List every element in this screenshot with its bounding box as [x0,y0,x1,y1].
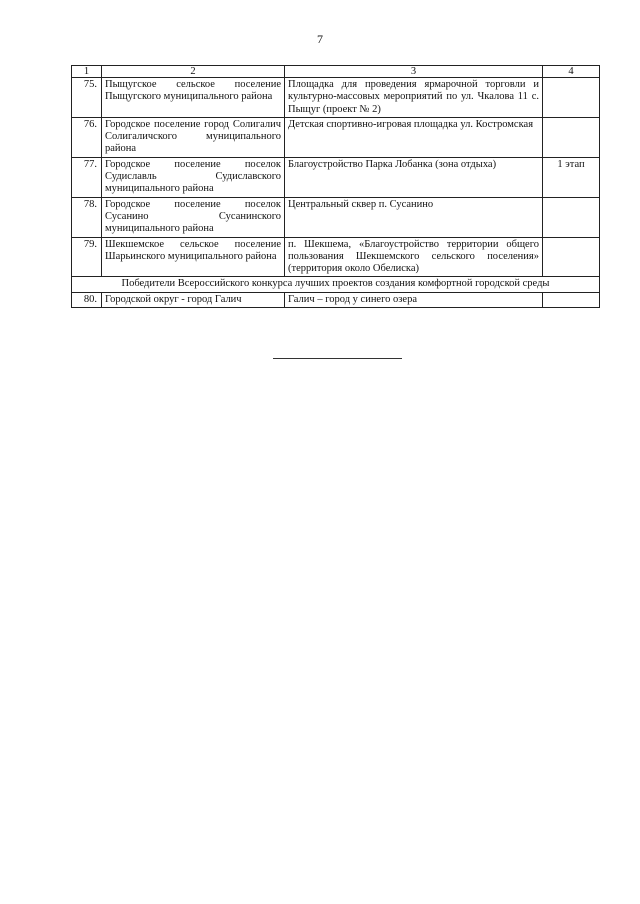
row-number: 80. [72,292,102,307]
municipality-cell: Городское поселение город Солигалич Солигаличского муниципального района [102,117,285,157]
section-heading-row [72,277,600,292]
municipality-cell: Городское поселение поселок Сусанино Сусанинского муниципального района [102,197,285,237]
projects-table [71,65,600,308]
row-number: 75. [72,78,102,118]
column-header: 3 [285,66,543,78]
table-header-row [72,66,600,78]
column-header: 1 [72,66,102,78]
stage-cell [543,292,600,307]
table-row [72,197,600,237]
stage-cell: 1 этап [543,157,600,197]
municipality-cell: Городское поселение поселок Судиславль Судиславского муниципального района [102,157,285,197]
table-row [72,292,600,307]
table-row [72,237,600,277]
stage-cell [543,78,600,118]
table-row [72,78,600,118]
section-heading: Победители Всероссийского конкурса лучших проектов создания комфортной городской среды [72,277,600,292]
row-number: 79. [72,237,102,277]
municipality-cell: Городской округ - город Галич [102,292,285,307]
project-cell: Площадка для проведения ярмарочной торговли и культурно-массовых мероприятий по ул. Чкалова 11 с. Пыщуг (проект № 2) [285,78,543,118]
municipality-cell: Шекшемское сельское поселение Шарьинского муниципального района [102,237,285,277]
table-row [72,117,600,157]
stage-cell [543,197,600,237]
stage-cell [543,117,600,157]
stage-cell [543,237,600,277]
municipality-cell: Пыщугское сельское поселение Пыщугского муниципального района [102,78,285,118]
table-row [72,157,600,197]
page-number: 7 [317,32,323,46]
row-number: 76. [72,117,102,157]
end-of-document-rule [273,358,402,359]
row-number: 78. [72,197,102,237]
row-number: 77. [72,157,102,197]
project-cell: Галич – город у синего озера [285,292,543,307]
project-cell: п. Шекшема, «Благоустройство территории общего пользования Шекшемского сельского поселения» (территория около Обелиска) [285,237,543,277]
column-header: 4 [543,66,600,78]
project-cell: Центральный сквер п. Сусанино [285,197,543,237]
project-cell: Детская спортивно-игровая площадка ул. Костромская [285,117,543,157]
project-cell: Благоустройство Парка Лобанка (зона отдыха) [285,157,543,197]
column-header: 2 [102,66,285,78]
